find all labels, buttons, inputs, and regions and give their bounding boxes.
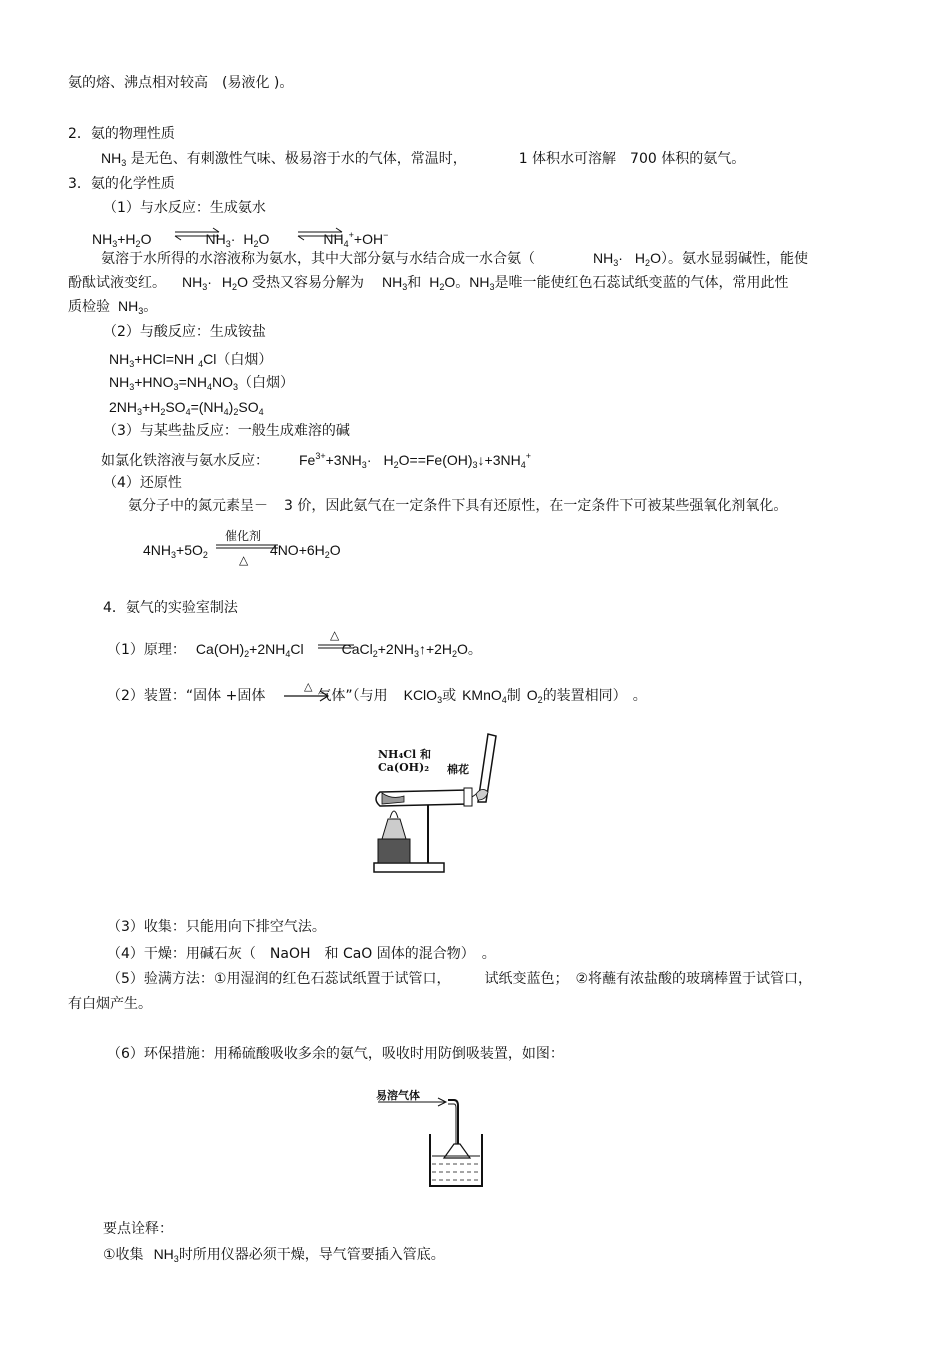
text-environment: （6）环保措施：用稀硫酸吸收多余的氨气，吸收时用防倒吸装置，如图： bbox=[107, 1046, 564, 1062]
text-ammonia-water: 氨溶于水所得的水溶液称为氨水，其中大部分氨与水结合成一水合氨（ $NH_3\cdot H_2O$）。氨水显弱碱性，能使 bbox=[101, 250, 808, 268]
heat-symbol: △ bbox=[304, 680, 313, 693]
subheading-water-reaction: （1）与水反应：生成氨水 bbox=[103, 200, 266, 216]
reversible-arrow bbox=[173, 226, 223, 242]
text-key-point-1: ①收集 $NH_3$时所用仪器必须干燥，导气管要插入管底。 bbox=[103, 1246, 445, 1264]
equation-h2so4: $2NH_3+H_2SO_4=(NH_4)_2SO_4$ bbox=[109, 399, 264, 417]
catalyst-label: 催化剂 bbox=[225, 529, 262, 543]
figure-label-soluble-gas: 易溶气体 bbox=[376, 1089, 420, 1102]
heat-symbol: △ bbox=[239, 553, 249, 567]
subheading-reducibility: （4）还原性 bbox=[103, 475, 182, 491]
subheading-acid-reaction: （2）与酸反应：生成铵盐 bbox=[103, 324, 266, 340]
figure-label-reagents-2: Ca(OH)₂ bbox=[378, 761, 430, 774]
reversible-arrow bbox=[296, 226, 346, 242]
text-line-1: 氨的熔、沸点相对较高 (易液化 )。 bbox=[68, 75, 294, 91]
text-fecl3-reaction: 如氯化铁溶液与氨水反应： $Fe^{3+}+3NH_3\cdot$ $H_2O==Fe(OH)_3↓+3NH_4^+$ bbox=[101, 451, 532, 470]
text-test-full-2: 有白烟产生。 bbox=[68, 996, 152, 1012]
absorption-figure bbox=[374, 1086, 484, 1190]
equals-sign-long bbox=[216, 543, 280, 551]
text-principle: （1）原理： $Ca(OH)_2+2NH_4Cl$ $CaCl_2+2NH_3↑+2H_2O$。 bbox=[107, 641, 482, 659]
text-reducibility: 氨分子中的氮元素呈－ 3 价，因此氨气在一定条件下具有还原性，在一定条件下可被某些强氧化剂氧化。 bbox=[128, 498, 788, 514]
figure-label-cotton: 棉花 bbox=[447, 763, 469, 776]
equation-nh3-water: $NH_3+H_2O$ $NH_3\cdot H_2O$ $NH_4^++OH^-$ bbox=[92, 230, 389, 249]
text-physical-properties bbox=[101, 149, 745, 172]
heading-lab-preparation: 4．氨气的实验室制法 bbox=[103, 600, 238, 616]
equation-hcl: $NH_3+HCl=NH$ $_4$Cl（白烟） bbox=[109, 351, 273, 369]
text-test-full: （5）验满方法：①用湿润的红色石蕊试纸置于试管口， 试纸变蓝色； ②将蘸有浓盐酸的玻璃棒置于试管口， bbox=[107, 971, 813, 987]
figure-label-reagents-1: NH₄Cl 和 bbox=[378, 748, 432, 761]
text-collection: （3）收集：只能用向下排空气法。 bbox=[107, 919, 326, 935]
heading-chemical-properties: 3．氨的化学性质 bbox=[68, 176, 175, 192]
text-ammonia-water-3: 质检验 $NH_3$。 bbox=[68, 298, 158, 316]
heading-physical-properties: 2．氨的物理性质 bbox=[68, 126, 175, 142]
text-apparatus: （2）装置：“固体 +固体 气体”（与用 KClO$_3$或 KMnO$_4$制 $O_2$的装置相同） 。 bbox=[107, 687, 647, 705]
equation-hno3: $NH_3+HNO_3=NH_4NO_3$（白烟） bbox=[109, 374, 294, 392]
text-segment: 1 体积水可溶解 700 体积的氨气。 bbox=[518, 151, 746, 167]
formula-nh3: $NH_3$ bbox=[101, 150, 127, 168]
text-segment: 是无色、有刺激性气味、极易溶于水的气体，常温时， bbox=[130, 151, 467, 167]
equation-oxidation: $4NH_3+5O_2$ $4NO+6H_2O$ bbox=[143, 542, 341, 560]
text-ammonia-water-2: 酚酞试液变红。 $NH_3\cdot H_2O$ 受热又容易分解为 $NH_3$和 $H_2O$。$NH_3$是唯一能使红色石蕊试纸变蓝的气体，常用此性 bbox=[68, 274, 789, 292]
subheading-salt-reaction: （3）与某些盐反应：一般生成难溶的碱 bbox=[103, 423, 350, 439]
text-drying: （4）干燥：用碱石灰（ NaOH 和 CaO 固体的混合物） 。 bbox=[107, 946, 496, 962]
arrow-right bbox=[284, 689, 332, 703]
heat-symbol: △ bbox=[330, 628, 340, 642]
heading-key-points: 要点诠释： bbox=[103, 1221, 173, 1237]
equals-sign bbox=[318, 643, 356, 651]
